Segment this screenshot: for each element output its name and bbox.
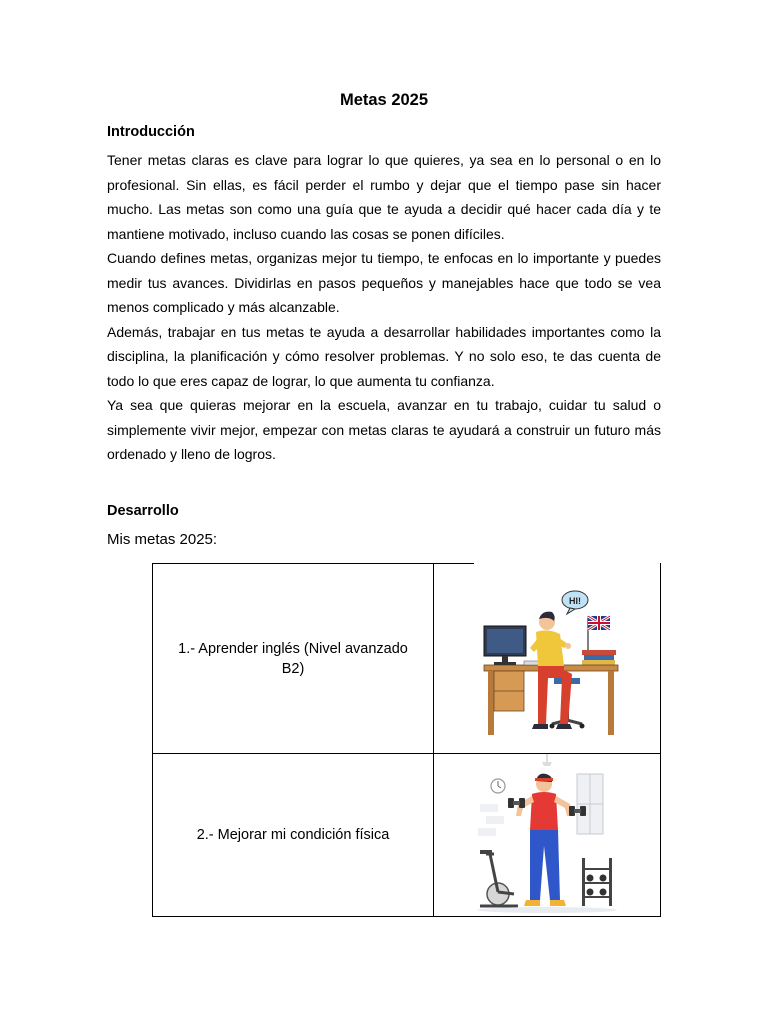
speech-bubble-text: HI!	[569, 595, 581, 606]
wall-clock-icon	[491, 779, 505, 793]
intro-body	[107, 148, 661, 467]
intro-heading: Introducción	[107, 124, 195, 140]
person-lifting-dumbbells-illustration	[472, 754, 622, 916]
intro-paragraph: Ya sea que quieras mejorar en la escuela, avanzar en tu trabajo, cuidar tu salud o simplemente vivir mejor, empezar con metas claras te ayudará a construir un futuro más ordenado y lleno de logros.	[107, 397, 661, 462]
goal-label-cell	[153, 564, 434, 754]
table-row	[153, 754, 661, 917]
page-title: Metas 2025	[339, 91, 429, 109]
intro-paragraph: Tener metas claras es clave para lograr lo que quieres, ya sea en lo personal o en lo profesional. Sin ellas, es fácil perder el rumbo y dejar que el tiempo pase sin hacer mucho. Las metas son como una guía que te ayuda a decidir qué hacer cada día y te mantiene motivado, incluso cuando las cosas se ponen difíciles.	[107, 152, 661, 242]
goal-label: 2.- Mejorar mi condición física	[196, 827, 390, 843]
uk-flag-icon	[588, 616, 610, 654]
goals-subheading: Mis metas 2025:	[107, 531, 218, 548]
intro-paragraph: Cuando defines metas, organizas mejor tu tiempo, te enfocas en lo importante y puedes medir tus avances. Dividirlas en pasos pequeños y manejables hace que todo se vea menos complicado y más alcanzable.	[107, 250, 661, 315]
goal-label-cell	[153, 754, 434, 917]
development-heading: Desarrollo	[107, 503, 179, 519]
speech-bubble-icon	[562, 591, 588, 614]
person-studying-computer-illustration	[472, 574, 622, 744]
goal-image-cell	[434, 754, 661, 917]
table-row	[153, 564, 661, 754]
goal-image-cell	[434, 564, 661, 754]
goal-label: 1.- Aprender inglés (Nivel avanzado B2)	[178, 640, 408, 677]
intro-paragraph: Además, trabajar en tus metas te ayuda a desarrollar habilidades importantes como la disciplina, la planificación y cómo resolver problemas. Y no solo eso, te das cuenta de todo lo que eres capaz de lograr, lo que aumenta tu confianza.	[107, 323, 661, 389]
goals-table	[152, 563, 661, 917]
